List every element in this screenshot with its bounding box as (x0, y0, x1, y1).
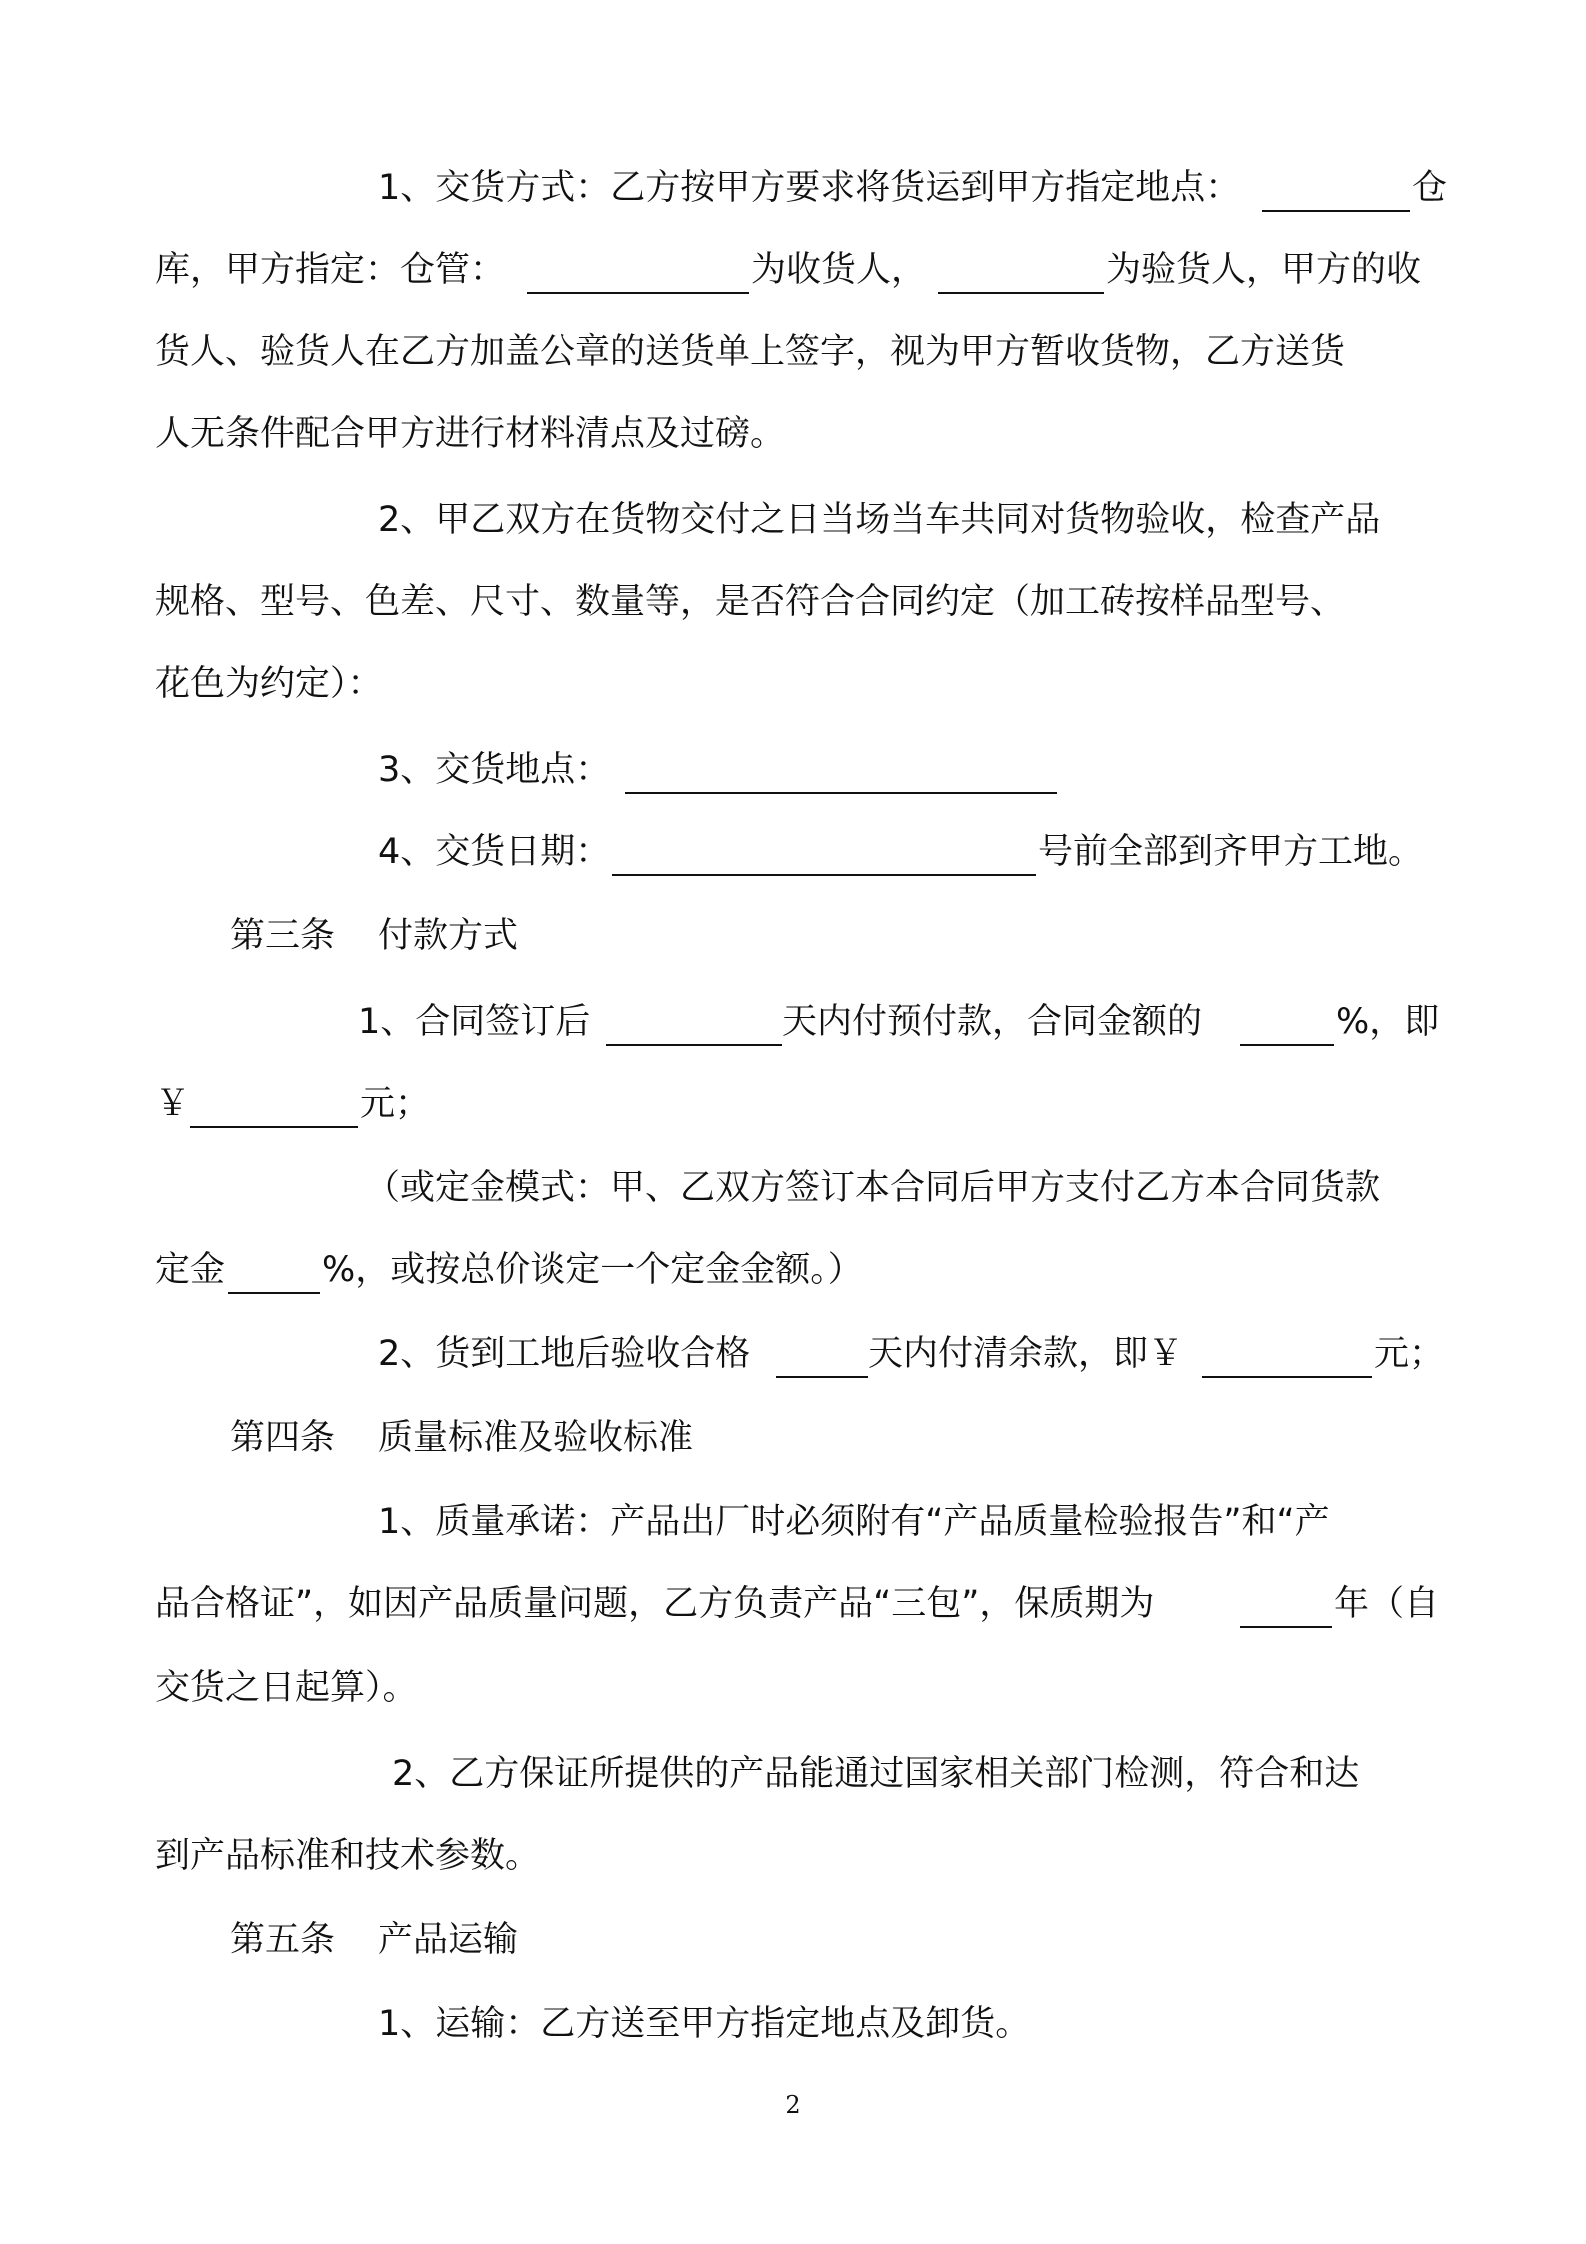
delivery-item2-line3 (0, 654, 1586, 714)
delivery-item1-line4 (0, 404, 1586, 464)
payment-item1-text: %，即 (1336, 1002, 1440, 1042)
delivery-item1-line3 (0, 322, 1586, 382)
delivery-item1-text: 为收货人， (751, 250, 927, 290)
delivery-date-suffix: 号前全部到齐甲方工地。 (1038, 832, 1424, 872)
delivery-place-label: 3、交货地点： (378, 750, 611, 790)
quality-item1-line1 (0, 1492, 1586, 1552)
delivery-item2-text: 花色为约定）： (155, 664, 383, 704)
prepay-amount-blank (190, 1126, 358, 1128)
quality-item2-line2 (0, 1826, 1586, 1886)
payment-item1-text: 1、合同签订后 (358, 1002, 591, 1042)
delivery-item1-text: 库，甲方指定：仓管： (155, 250, 506, 290)
article4-heading (0, 1408, 1586, 1468)
payment-item1-text: ￥ (155, 1084, 191, 1124)
delivery-item2-text: 2、甲乙双方在货物交付之日当场当车共同对货物验收，检查产品 (378, 500, 1381, 540)
deposit-text: （或定金模式：甲、乙双方签订本合同后甲方支付乙方本合同货款 (365, 1168, 1381, 1208)
delivery-place-line (0, 740, 1586, 800)
transport-item1-line (0, 1994, 1586, 2054)
payment-item2-line (0, 1324, 1586, 1384)
deposit-line1 (0, 1158, 1586, 1218)
transport-item1-text: 1、运输：乙方送至甲方指定地点及卸货。 (378, 2004, 1031, 2044)
delivery-item2-line1 (0, 490, 1586, 550)
quality-item1-text: 1、质量承诺：产品出厂时必须附有“产品质量检验报告”和“产 (378, 1502, 1330, 1542)
delivery-item2-text: 规格、型号、色差、尺寸、数量等，是否符合合同约定（加工砖按样品型号、 (155, 582, 1346, 622)
delivery-item1-text: 仓 (1412, 168, 1448, 208)
article5-heading (0, 1910, 1586, 1970)
payment-item1-line2 (0, 1074, 1586, 1134)
article-number: 第五条 (230, 1920, 336, 1960)
delivery-date-blank (612, 874, 1036, 876)
quality-item2-text: 到产品标准和技术参数。 (155, 1836, 541, 1876)
article3-heading (0, 906, 1586, 966)
prepay-days-blank (606, 1044, 782, 1046)
receiver-blank (527, 292, 749, 294)
delivery-item2-line2 (0, 572, 1586, 632)
balance-days-blank (776, 1376, 868, 1378)
payment-item2-text: 2、货到工地后验收合格 (378, 1334, 751, 1374)
delivery-item1-text: 人无条件配合甲方进行材料清点及过磅。 (155, 414, 786, 454)
delivery-item1-line2 (0, 240, 1586, 300)
quality-item1-line2 (0, 1574, 1586, 1634)
article-number: 第四条 (230, 1418, 336, 1458)
warranty-years-blank (1240, 1626, 1332, 1628)
quality-item2-line1 (0, 1744, 1586, 1804)
warehouse-blank (1262, 210, 1410, 212)
deposit-line2 (0, 1240, 1586, 1300)
payment-item2-text: 元； (1374, 1334, 1445, 1374)
quality-item1-line3 (0, 1658, 1586, 1718)
article-title: 付款方式 (378, 916, 519, 956)
article-title: 质量标准及验收标准 (378, 1418, 694, 1458)
payment-item1-line1 (0, 992, 1586, 1052)
deposit-text: 定金 (155, 1250, 226, 1290)
delivery-item1-text: 1、交货方式：乙方按甲方要求将货运到甲方指定地点： (378, 168, 1241, 208)
quality-item1-text: 交货之日起算）。 (155, 1668, 418, 1708)
delivery-item1-text: 货人、验货人在乙方加盖公章的送货单上签字，视为甲方暂收货物，乙方送货 (155, 332, 1346, 372)
deposit-percent-blank (228, 1292, 320, 1294)
payment-item1-text: 天内付预付款，合同金额的 (782, 1002, 1203, 1042)
inspector-blank (938, 292, 1104, 294)
balance-amount-blank (1202, 1376, 1372, 1378)
delivery-item1-text: 为验货人，甲方的收 (1106, 250, 1422, 290)
deposit-text: %，或按总价谈定一个定金金额。） (322, 1250, 863, 1290)
payment-item2-text: 天内付清余款，即￥ (868, 1334, 1184, 1374)
page-number: 2 (785, 2091, 801, 2119)
delivery-date-line (0, 822, 1586, 882)
quality-item2-text: 2、乙方保证所提供的产品能通过国家相关部门检测，符合和达 (392, 1754, 1360, 1794)
delivery-item1-line1 (0, 158, 1586, 218)
payment-item1-text: 元； (360, 1084, 431, 1124)
article-title: 产品运输 (378, 1920, 519, 1960)
article-number: 第三条 (230, 916, 336, 956)
delivery-date-label: 4、交货日期： (378, 832, 611, 872)
quality-item1-text: 年（自 (1334, 1584, 1440, 1624)
quality-item1-text: 品合格证”，如因产品质量问题，乙方负责产品“三包”，保质期为 (155, 1584, 1155, 1624)
delivery-place-blank (625, 792, 1057, 794)
prepay-percent-blank (1240, 1044, 1334, 1046)
